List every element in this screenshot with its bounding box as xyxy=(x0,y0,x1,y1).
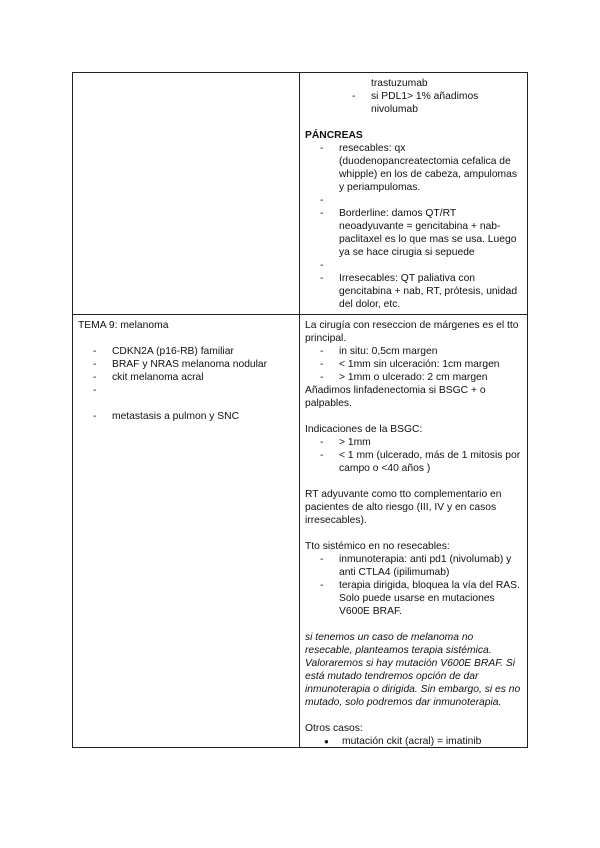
row1-left-cell xyxy=(73,73,300,315)
topic-title: TEMA 9: melanoma xyxy=(78,320,169,331)
list-item: - terapia dirigida, bloquea la vía del RAS. Solo puede usarse en mutaciones V600E BRAF. xyxy=(339,579,522,618)
list-item: - in situ: 0,5cm margen xyxy=(339,345,522,358)
list-item: - CDKN2A (p16-RB) familiar xyxy=(112,345,294,358)
list-item: - > 1mm xyxy=(339,436,522,449)
list-item: - > 1mm o ulcerado: 2 cm margen xyxy=(339,371,522,384)
systemic-list xyxy=(305,553,522,618)
list-item: - Irresecables: QT paliativa con gencitabina + nab, RT, prótesis, unidad del dolor, etc. xyxy=(339,272,522,311)
table-row xyxy=(73,73,528,315)
others-heading: Otros casos: xyxy=(305,723,363,734)
pancreas-list xyxy=(305,142,522,311)
rt-paragraph: RT adyuvante como tto complementario en pacientes de alto riesgo (III, IV y en casos irresecables). xyxy=(305,489,502,526)
list-item: - si PDL1> 1% añadimos nivolumab xyxy=(371,90,522,116)
lymph-paragraph: Añadimos linfadenectomia si BSGC + o palpables. xyxy=(305,385,486,409)
genetics-list xyxy=(78,345,294,423)
list-item: - Borderline: damos QT/RT neoadyuvante = gencitabina + nab-paclitaxel es lo que mas se usa. Luego ya se hace cirugia si sepuede xyxy=(339,207,522,259)
continuation-list xyxy=(305,90,522,116)
systemic-heading: Tto sistémico en no resecables: xyxy=(305,541,450,552)
bsgc-heading: Indicaciones de la BSGC: xyxy=(305,424,423,435)
list-item: - metastasis a pulmon y SNC xyxy=(112,410,294,423)
row2-right-cell xyxy=(300,315,528,748)
row2-left-cell xyxy=(73,315,300,748)
list-item: - inmunoterapia: anti pd1 (nivolumab) y anti CTLA4 (ipilimumab) xyxy=(339,553,522,579)
list-item: - < 1mm sin ulceración: 1cm margen xyxy=(339,358,522,371)
notes-table xyxy=(72,72,528,748)
pancreas-heading: PÁNCREAS xyxy=(305,130,363,141)
italic-note: si tenemos un caso de melanoma no resecable, planteamos terapia sistémica. Valoraremos si hay mutación V600E BRAF. Si está mutado tendremos opción de dar inmunoterapia o dirigida. Sin embargo, si es no mutado, solo podremos dar inmunoterapia. xyxy=(305,632,521,708)
continuation-line: trastuzumab xyxy=(371,78,428,89)
surgery-intro: La cirugía con reseccion de márgenes es el tto principal. xyxy=(305,320,519,344)
bsgc-list xyxy=(305,436,522,475)
list-item: - < 1 mm (ulcerado, más de 1 mitosis por campo o <40 años ) xyxy=(339,449,522,475)
row1-right-cell xyxy=(300,73,528,315)
list-item: - ckit melanoma acral xyxy=(112,371,294,384)
list-item: - resecables: qx (duodenopancreatectomia cefalica de whipple) en los de cabeza, ampulomas y periampulomas. xyxy=(339,142,522,194)
table-row xyxy=(73,315,528,748)
list-item: - BRAF y NRAS melanoma nodular xyxy=(112,358,294,371)
margins-list xyxy=(305,345,522,384)
list-item: ● mutación ckit (acral) = imatinib xyxy=(342,735,522,748)
others-list xyxy=(305,735,522,748)
